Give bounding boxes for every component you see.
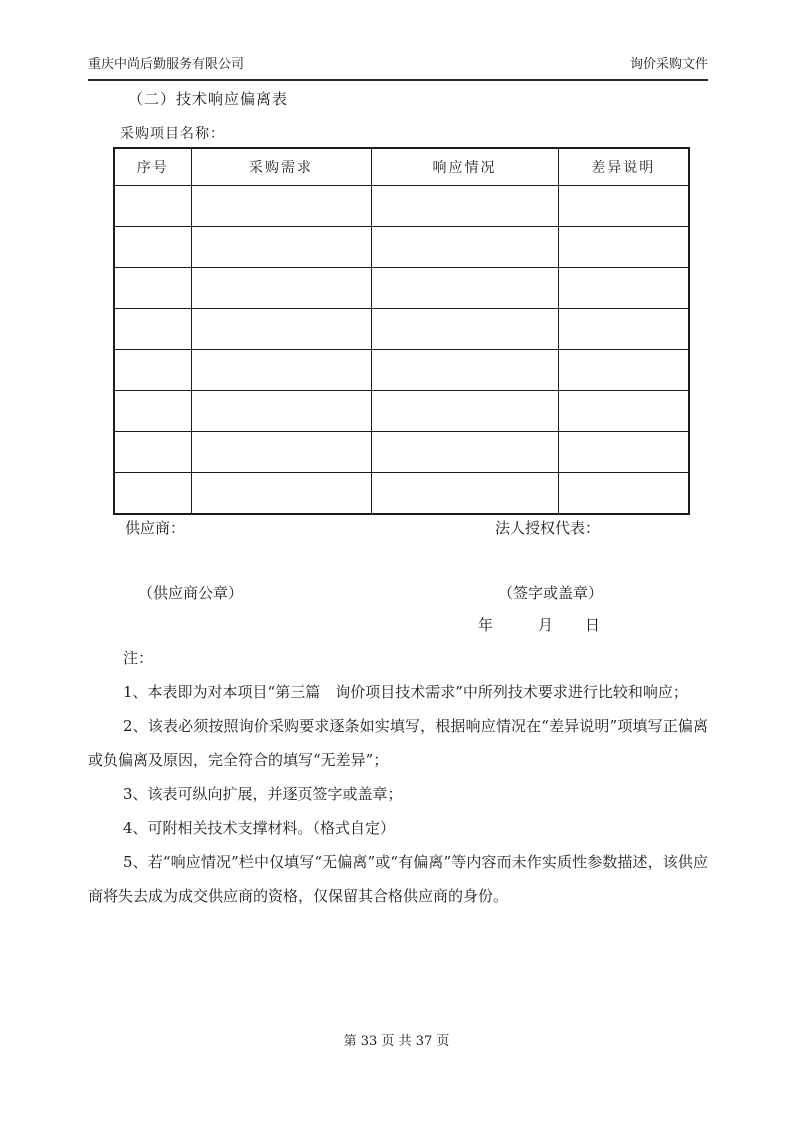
header-document-type: 询价采购文件	[629, 57, 708, 72]
empty-cell	[114, 227, 191, 268]
empty-cell	[558, 227, 689, 268]
empty-cell	[191, 227, 371, 268]
note-item-1: 1、本表即为对本项目“第三篇 询价项目技术需求”中所列技术要求进行比较和响应；	[123, 683, 688, 701]
note-item-2: 2、该表必须按照询价采购要求逐条如实填写，根据响应情况在“差异说明”项填写正偏离或负偏离及原因，完全符合的填写“无差异”；	[88, 717, 708, 769]
empty-cell	[558, 391, 689, 432]
empty-cell	[191, 186, 371, 227]
section-title: （二）技术响应偏离表	[128, 90, 289, 108]
table-row	[114, 391, 689, 432]
column-header-2: 采购需求	[191, 148, 371, 186]
date-year-label: 年	[478, 616, 494, 634]
sign-or-seal-label: （签字或盖章）	[498, 584, 604, 602]
empty-cell	[191, 309, 371, 350]
notes-section	[88, 641, 708, 913]
empty-cell	[371, 309, 558, 350]
empty-cell	[371, 186, 558, 227]
empty-cell	[558, 309, 689, 350]
empty-cell	[371, 432, 558, 473]
column-header-3: 响应情况	[371, 148, 558, 186]
note-item-3: 3、该表可纵向扩展，并逐页签字或盖章；	[123, 785, 403, 803]
empty-cell	[114, 350, 191, 391]
project-name-label: 采购项目名称：	[120, 126, 225, 142]
empty-cell	[558, 186, 689, 227]
empty-cell	[191, 268, 371, 309]
empty-cell	[371, 227, 558, 268]
column-header-4: 差异说明	[558, 148, 689, 186]
table-row	[114, 432, 689, 473]
empty-cell	[114, 473, 191, 515]
empty-cell	[191, 473, 371, 515]
empty-cell	[371, 391, 558, 432]
table-row	[114, 309, 689, 350]
empty-cell	[114, 391, 191, 432]
empty-cell	[558, 350, 689, 391]
empty-cell	[191, 432, 371, 473]
table-row	[114, 268, 689, 309]
empty-cell	[191, 391, 371, 432]
empty-cell	[114, 309, 191, 350]
table-header-row	[114, 148, 689, 186]
empty-cell	[558, 473, 689, 515]
empty-cell	[114, 432, 191, 473]
page-header	[88, 57, 708, 81]
notes-label: 注：	[123, 649, 154, 667]
empty-cell	[558, 432, 689, 473]
date-day-label: 日	[585, 616, 601, 634]
date-month-label: 月	[538, 616, 554, 634]
page-number: 第 33 页 共 37 页	[343, 1034, 450, 1049]
technical-deviation-table	[113, 147, 690, 515]
table-row	[114, 350, 689, 391]
empty-cell	[371, 473, 558, 515]
header-company-name: 重庆中尚后勤服务有限公司	[88, 57, 245, 72]
empty-cell	[371, 268, 558, 309]
empty-cell	[558, 268, 689, 309]
column-header-1: 序号	[114, 148, 191, 186]
empty-cell	[191, 350, 371, 391]
note-item-4: 4、可附相关技术支撑材料。（格式自定）	[123, 819, 396, 837]
empty-cell	[371, 350, 558, 391]
table-row	[114, 227, 689, 268]
table-row	[114, 186, 689, 227]
empty-cell	[114, 186, 191, 227]
supplier-label: 供应商：	[125, 519, 186, 537]
note-item-5: 5、若“响应情况”栏中仅填写“无偏离”或“有偏离”等内容而未作实质性参数描述，该供应商将失去成为成交供应商的资格，仅保留其合格供应商的身份。	[88, 853, 708, 905]
empty-cell	[114, 268, 191, 309]
supplier-seal-label: （供应商公章）	[138, 584, 244, 602]
table-row	[114, 473, 689, 515]
legal-representative-label: 法人授权代表：	[495, 519, 601, 537]
